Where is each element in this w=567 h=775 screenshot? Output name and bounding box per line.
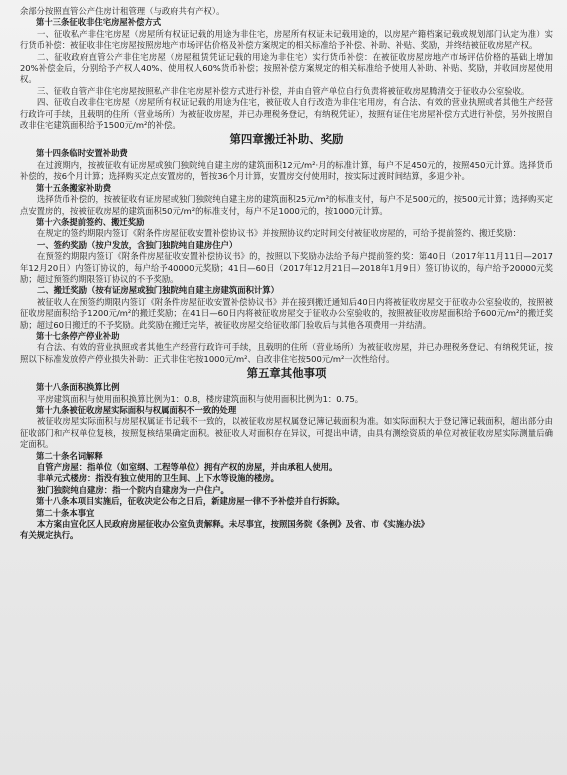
paragraph: 在预签约期限内签订《附条件房屋征收安置补偿协议书》的，按照以下奖励办法给予每户提前签约奖：第40日（2017年11月11日—2017年12月20日）内签订协议的，每户给予40000元奖励；41日—60日（2017年12月21日—2018年1月9日）签订协议的，每户给予20000元奖励；超过预签约期限签订协议的不予奖励。 (20, 251, 553, 284)
paragraph: 四、征收自改非住宅房屋（房屋所有权证记载的用途为住宅，被征收人自行改造为非住宅用房，有合法、有效的营业执照或者其他生产经营行政许可手续，且载明的住所（营业场所）为被征收房屋，并已办理税务登记，有纳税凭证），按照有证住宅房屋补偿方式进行补偿，另外按照自改非住宅建筑面积给予1500元/m²的补偿。 (20, 97, 553, 131)
document-body (20, 6, 553, 542)
article-title: 第十九条被征收房屋实际面积与权属面积不一致的处理 (36, 405, 237, 415)
paragraph: 一、签约奖励（按户发放，含独门独院纯自建房住户） (37, 239, 238, 250)
paragraph: 三、征收自管产非住宅房屋按照私产非住宅房屋补偿方式进行补偿，并由自管产单位自行负责将被征收房屋腾清交于征收办公室验收。 (37, 85, 530, 96)
paragraph: 在规定的签约期限内签订《附条件房屋征收安置补偿协议书》并按照协议约定时间交付被征收房屋的，可给予提前签约、搬迁奖励： (37, 228, 521, 239)
article-title: 第十八条面积换算比例 (36, 382, 120, 393)
article-title: 第十三条征收非住宅房屋补偿方式 (36, 17, 162, 28)
article-title: 第二十条本事宜 (36, 507, 95, 518)
paragraph: 本方案由宣化区人民政府房屋征收办公室负责解释。未尽事宜，按照国务院《条例》及省、市《实施办法》 (37, 519, 430, 530)
paragraph: 独门独院纯自建房：指一个院内自建房为一户住户。 (37, 484, 229, 495)
article-title: 第十四条临时安置补助费 (36, 148, 128, 159)
article-title: 第十八条本项目实施后，征收决定公布之日后，新建房屋一律不予补偿并自行拆除。 (36, 496, 345, 507)
paragraph: 余部分按照直管公产住房计租管理（与政府共有产权）。 (20, 6, 225, 16)
article-title: 第十六条提前签约、搬迁奖励 (36, 216, 145, 227)
chapter-heading: 第五章其他事项 (246, 366, 327, 381)
paragraph: 在过渡期内，按被征收有证房屋或独门独院纯自建主房的建筑面积12元/m²·月的标准计算，每户不足450元的，按照450元计算。选择货币补偿的，按6个月计算；选择购买定点安置房的，暂按36个月计算，安置房交付使用时，按实际过渡时间结算，多退少补。 (20, 159, 553, 182)
chapter-heading: 第四章搬迁补助、奖励 (229, 132, 344, 147)
paragraph: 被征收人在预签约期限内签订《附条件房屋征收安置补偿协议书》并在接到搬迁通知后40日内将被征收房屋交于征收办公室验收的，按照被征收房屋面积给予1200元/m²的搬迁奖励；在41日—60日内将被征收房屋交于征收办公室验收的，按照被征收房屋面积给予600元/m²的搬迁奖励；超过60日搬迁的不予奖励。此奖励在搬迁完毕，被征收房屋交给征收部门验收后与其他各项费用一并结清。 (20, 296, 553, 330)
paragraph: 二、搬迁奖励（按有证房屋或独门独院纯自建主房建筑面积计算） (37, 285, 279, 296)
article-title: 第十五条搬家补助费 (36, 182, 112, 193)
paragraph: 被征收房屋实际面积与房屋权属证书记载不一致的，以被征收房屋权属登记簿记载面积为准。如实际面积大于登记簿记载面积，超出部分由征收部门和产权单位复核，按照复核结果确定面积。被征收人对面积存在异议，可提出申请，由具有测绘资质的单位对被征收房屋实际测量后确定面积。 (20, 416, 553, 450)
article-title: 第二十条名词解释 (36, 450, 103, 461)
paragraph: 平房建筑面积与使用面积换算比例为1：0.8，楼房建筑面积与使用面积比例为1：0.75。 (37, 393, 364, 404)
paragraph: 一、征收私产非住宅房屋（房屋所有权证记载的用途为非住宅，房屋所有权证未记载用途的，以房屋产籍档案记载或规划部门认定为准）实行货币补偿：被征收非住宅房屋按照房地产市场评估价格及补偿方案规定的相关标准给予补偿、补助、补贴、奖励，并终结被征收房屋产权。 (20, 28, 553, 51)
article-title: 第十七条停产停业补助 (36, 330, 120, 341)
paragraph: 非单元式楼房：指没有独立使用的卫生间、上下水等设施的楼房。 (37, 473, 279, 484)
paragraph: 选择货币补偿的，按被征收有证房屋或独门独院纯自建主房的建筑面积25元/m²的标准支付，每户不足500元的，按500元计算；选择购买定点安置房的，按被征收房屋的建筑面积50元/m²的标准支付，每户不足1000元的，按1000元计算。 (20, 194, 553, 216)
paragraph: 二、征收政府直管公产非住宅房屋（房屋租赁凭证记载的用途为非住宅）实行货币补偿：在被征收房屋房地产市场评估价格的基础上增加20%补偿金后，分别给予产权人40%、使用权人60%货币补偿；按照补偿方案规定的相关标准给予使用人补助、补贴、奖励，并收回房屋使用权。 (20, 51, 553, 85)
paragraph: 自管产房屋：指单位（如室纲、工程等单位）拥有产权的房屋，并由承租人使用。 (37, 462, 338, 473)
paragraph: 有合法、有效的营业执照或者其他生产经营行政许可手续，且载明的住所（营业场所）为被征收房屋，并已办理税务登记、有纳税凭证，按照以下标准发放停产停业损失补助：正式非住宅按1000元/m²、自改非住宅按500元/m²一次性给付。 (20, 342, 553, 364)
paragraph: 有关规定执行。 (20, 530, 79, 541)
